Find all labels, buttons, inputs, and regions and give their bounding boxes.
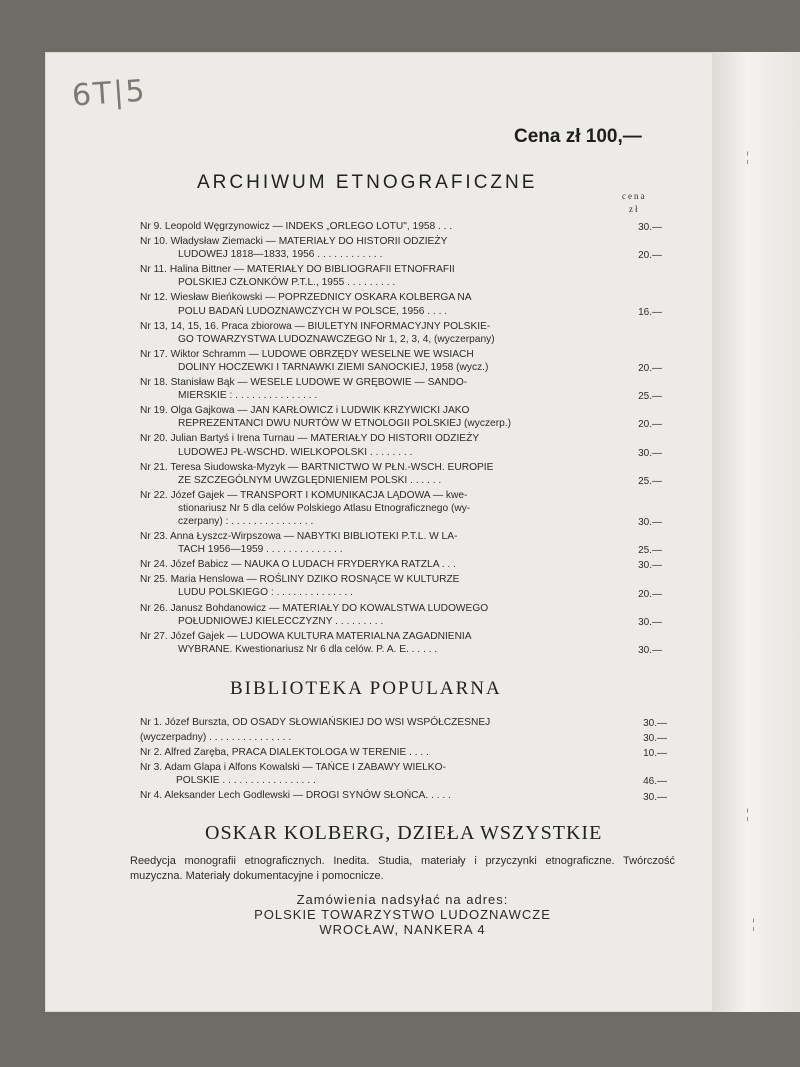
entry-price: 46.— bbox=[643, 776, 667, 788]
kolberg-section bbox=[130, 854, 675, 937]
archiwum-heading: ARCHIWUM ETNOGRAFICZNE bbox=[197, 172, 538, 193]
list-item bbox=[140, 263, 670, 289]
entry-text: GO TOWARZYSTWA LUDOZNAWCZEGO Nr 1, 2, 3, 4, (wyczerpany) bbox=[178, 333, 495, 345]
entry-price: 25.— bbox=[638, 475, 662, 487]
list-item bbox=[140, 731, 675, 744]
list-item bbox=[140, 761, 675, 787]
list-item bbox=[140, 602, 670, 628]
list-item bbox=[140, 630, 670, 656]
entry-text: LUDOWEJ 1818—1833, 1956 . . . . . . . . . . . . bbox=[178, 249, 383, 261]
entry-text: LUDU POLSKIEGO : . . . . . . . . . . . . . . bbox=[178, 587, 353, 599]
entry-text: Nr 23. Anna Łyszcz-Wirpszowa — NABYTKI BIBLIOTEKI P.T.L. W LA- bbox=[140, 531, 458, 543]
entry-text: WYBRANE. Kwestionariusz Nr 6 dla celów. P. A. E. . . . . . bbox=[178, 643, 438, 655]
entry-text: DOLINY HOCZEWKI I TARNAWKI ZIEMI SANOCKIEJ, 1958 (wycz.) bbox=[178, 361, 489, 373]
kolberg-heading: OSKAR KOLBERG, DZIEŁA WSZYSTKIE bbox=[205, 822, 603, 844]
spine-mark: ¦ bbox=[752, 917, 755, 932]
entry-price: 30.— bbox=[638, 644, 662, 656]
entry-text: Nr 26. Janusz Bohdanowicz — MATERIAŁY DO KOWALSTWA LUDOWEGO bbox=[140, 602, 489, 614]
entry-text: Nr 13, 14, 15, 16. Praca zbiorowa — BIULETYN INFORMACYJNY POLSKIE- bbox=[140, 320, 491, 332]
entry-text: Nr 3. Adam Glapa i Alfons Kowalski — TAŃCE I ZABAWY WIELKO- bbox=[140, 762, 446, 774]
entry-text: Nr 25. Maria Henslowa — ROŚLINY DZIKO ROSNĄCE W KULTURZE bbox=[140, 574, 460, 586]
list-item bbox=[140, 489, 670, 528]
entry-text: Nr 12. Wiesław Bieńkowski — POPRZEDNICY OSKARA KOLBERGA NA bbox=[140, 292, 472, 304]
zl-label: zł bbox=[628, 204, 640, 214]
list-item bbox=[140, 320, 670, 346]
list-item bbox=[140, 348, 670, 374]
entry-text: Nr 17. Wiktor Schramm — LUDOWE OBRZĘDY WESELNE WE WSIACH bbox=[140, 348, 474, 360]
cover-price: Cena zł 100,— bbox=[514, 126, 642, 147]
entry-text: Nr 1. Józef Burszta, OD OSADY SŁOWIAŃSKIEJ DO WSI WSPÓŁCZESNEJ bbox=[140, 717, 491, 728]
entry-text: Nr 19. Olga Gajkowa — JAN KARŁOWICZ i LUDWIK KRZYWICKI JAKO bbox=[140, 405, 470, 417]
entry-text: Nr 21. Teresa Siudowska-Myzyk — BARTNICTWO W PŁN.-WSCH. EUROPIE bbox=[140, 461, 494, 473]
entry-price: 30.— bbox=[643, 718, 667, 730]
entry-price: 10.— bbox=[643, 748, 667, 760]
list-item bbox=[140, 461, 670, 487]
entry-text: POLU BADAŃ LUDOZNAWCZYCH W POLSCE, 1956 . . . . bbox=[178, 305, 448, 317]
entry-price: 20.— bbox=[638, 419, 662, 431]
organization-name: POLSKIE TOWARZYSTWO LUDOZNAWCZE bbox=[254, 907, 551, 922]
organization-address: WROCŁAW, NANKERA 4 bbox=[319, 922, 486, 937]
entry-text: Nr 24. Józef Babicz — NAUKA O LUDACH FRYDERYKA RATZLA . . . bbox=[140, 559, 456, 571]
entry-text: MIERSKIE : . . . . . . . . . . . . . . . bbox=[178, 390, 318, 402]
entry-text: czerpany) : . . . . . . . . . . . . . . . bbox=[178, 515, 314, 527]
entry-text: Nr 22. Józef Gajek — TRANSPORT I KOMUNIKACJA LĄDOWA — kwe- bbox=[140, 489, 468, 501]
cena-label: cena bbox=[622, 191, 647, 201]
list-item bbox=[140, 789, 675, 802]
list-item bbox=[140, 716, 675, 729]
order-address bbox=[130, 892, 675, 937]
entry-price: 30.— bbox=[638, 560, 662, 572]
entry-price: 25.— bbox=[638, 545, 662, 557]
handwritten-note: 6Т|5 bbox=[70, 73, 148, 114]
entry-price: 20.— bbox=[638, 363, 662, 375]
list-item bbox=[140, 432, 670, 458]
entry-price: 30.— bbox=[638, 222, 662, 234]
entry-text: ZE SZCZEGÓLNYM UWZGLĘDNIENIEM POLSKI . . . . . . bbox=[178, 474, 442, 486]
entry-text: Nr 11. Halina Bittner — MATERIAŁY DO BIBLIOGRAFII ETNOFRAFII bbox=[140, 264, 455, 276]
list-item bbox=[140, 376, 670, 402]
entry-text: Nr 10. Władysław Ziemacki — MATERIAŁY DO HISTORII ODZIEŻY bbox=[140, 236, 448, 248]
list-item bbox=[140, 573, 670, 599]
entry-price: 20.— bbox=[638, 588, 662, 600]
list-item bbox=[140, 558, 670, 571]
entry-text: Nr 9. Leopold Węgrzynowicz — INDEKS „ORLEGO LOTU", 1958 . . . bbox=[140, 221, 453, 232]
entry-text: Nr 20. Julian Bartyś i Irena Turnau — MATERIAŁY DO HISTORII ODZIEŻY bbox=[140, 433, 480, 445]
list-item bbox=[140, 530, 670, 556]
entry-price: 20.— bbox=[638, 250, 662, 262]
kolberg-description: Reedycja monografii etnograficznych. Inedita. Studia, materiały i przyczynki etnograficzne. Twórczość muzyczna. Materiały dokumentacyjne i pomocnicze. bbox=[130, 855, 675, 882]
entry-text: LUDOWEJ PŁ-WSCHD. WIELKOPOLSKI . . . . . . . . bbox=[178, 446, 413, 458]
entry-text: TACH 1956—1959 . . . . . . . . . . . . . . bbox=[178, 544, 343, 556]
entry-price: 30.— bbox=[643, 733, 667, 745]
entry-text: Nr 27. Józef Gajek — LUDOWA KULTURA MATERIALNA ZAGADNIENIA bbox=[140, 630, 472, 642]
entry-price: 30.— bbox=[638, 447, 662, 459]
list-item bbox=[140, 220, 670, 233]
biblioteka-heading: BIBLIOTEKA POPULARNA bbox=[230, 678, 502, 699]
entry-text: POLSKIEJ CZŁONKÓW P.T.L., 1955 . . . . . . . . . bbox=[178, 277, 396, 289]
list-item bbox=[140, 746, 675, 759]
biblioteka-list bbox=[140, 716, 675, 805]
entry-price: 30.— bbox=[643, 791, 667, 803]
spine-mark: ¦ bbox=[746, 150, 749, 165]
entry-text: Nr 2. Alfred Zaręba, PRACA DIALEKTOLOGA W TERENIE . . . . bbox=[140, 747, 429, 759]
entry-price: 30.— bbox=[638, 517, 662, 529]
entry-price: 30.— bbox=[638, 616, 662, 628]
spine-mark: ¦ bbox=[746, 807, 749, 822]
list-item bbox=[140, 235, 670, 261]
list-item bbox=[140, 291, 670, 317]
archiwum-list bbox=[140, 220, 670, 658]
entry-text: POLSKIE . . . . . . . . . . . . . . . . . bbox=[176, 775, 316, 787]
price-column-header bbox=[622, 190, 646, 216]
entry-text: POŁUDNIOWEJ KIELECCZYZNY . . . . . . . . . bbox=[178, 615, 384, 627]
entry-price: 25.— bbox=[638, 391, 662, 403]
order-line: Zamówienia nadsyłać na adres: bbox=[296, 892, 509, 907]
book-spine-edge bbox=[712, 52, 800, 1012]
entry-price: 16.— bbox=[638, 306, 662, 318]
list-item bbox=[140, 404, 670, 430]
entry-text: REPREZENTANCI DWU NURTÓW W ETNOLOGII POLSKIEJ (wyczerp.) bbox=[178, 418, 512, 430]
entry-text: (wyczerpadny) . . . . . . . . . . . . . . . bbox=[140, 732, 292, 744]
entry-text: Nr 18. Stanisław Bąk — WESELE LUDOWE W GRĘBOWIE — SANDO- bbox=[140, 377, 468, 389]
entry-text: Nr 4. Aleksander Lech Godlewski — DROGI SYNÓW SŁOŃCA. . . . . bbox=[140, 790, 451, 802]
entry-text: stionariusz Nr 5 dla celów Polskiego Atlasu Etnograficznego (wy- bbox=[178, 502, 471, 514]
